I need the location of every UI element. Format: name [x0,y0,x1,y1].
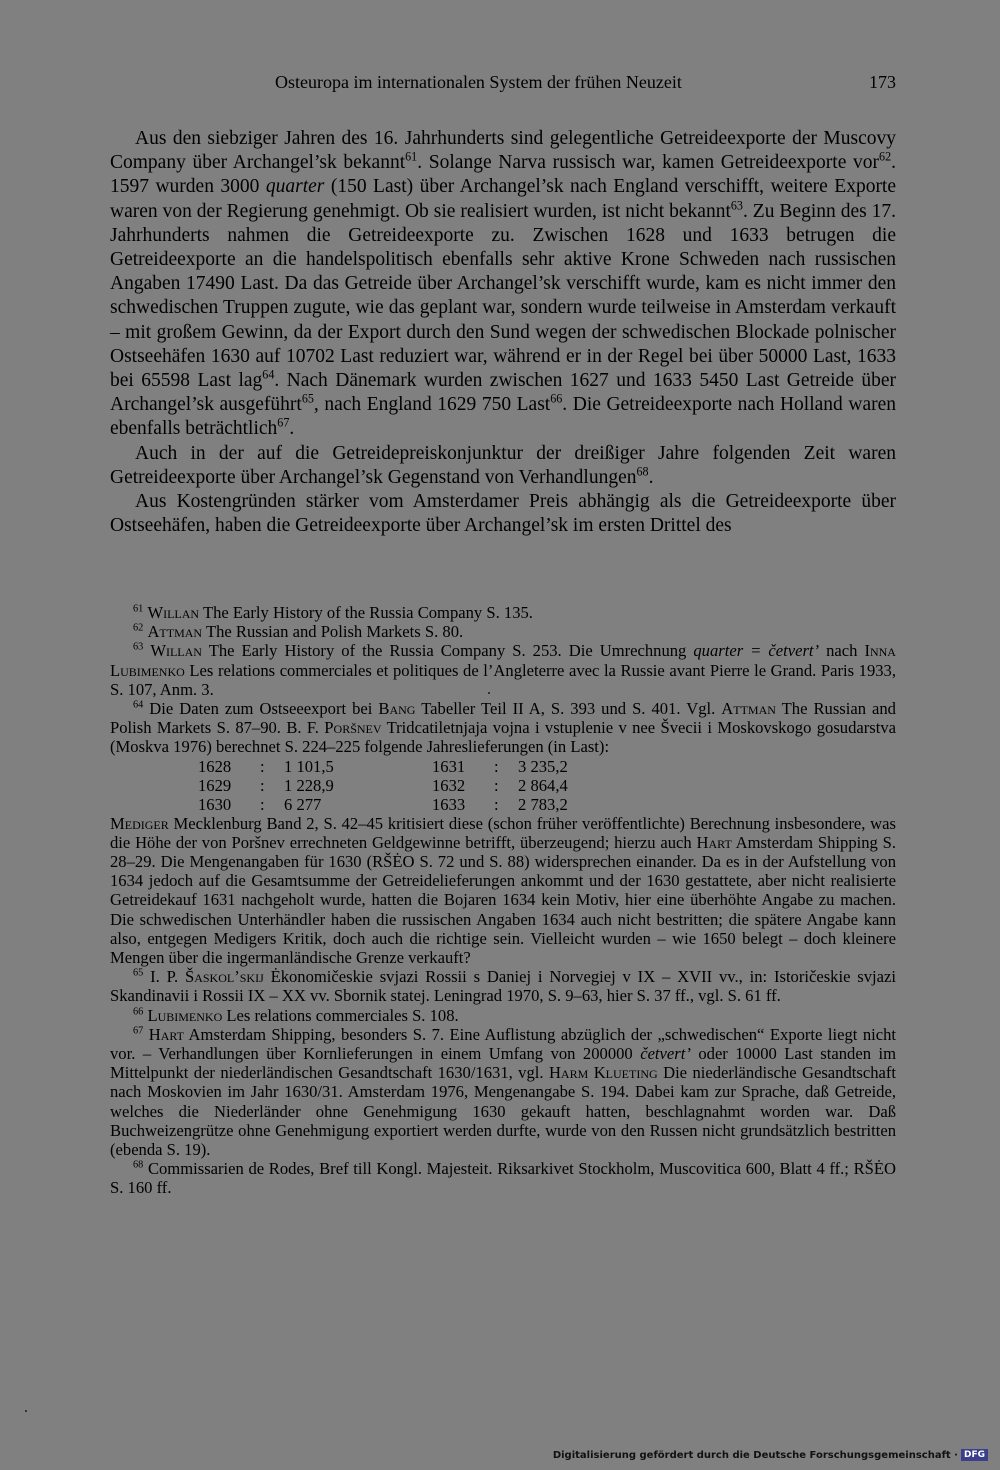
footnote-ref-67: 67 [277,415,290,430]
table-cell: : [494,756,499,776]
footnote-62: $^{62}$ Attman The Russian and Polish Markets S. 80. [133,622,464,642]
table-cell: 1628 [198,756,232,776]
table-cell: : [260,775,265,795]
footnote-66: $^{66}$ Lubimenko Les relations commerciales S. 108. [133,1005,459,1025]
dfg-logo: DFG [961,1449,988,1461]
footnote-ref-66: 66 [550,391,563,406]
scan-speck [25,1410,27,1412]
paragraph-1: Aus den siebziger Jahren des 16. Jahrhunderts sind gelegentliche Getreideexporte der Muscovy Company über Archangel’sk bekannt$^{61}$. Solange Narva russisch war, kamen Getreideexporte vor$^{62}$. 1597 wurden 3000 quarter (150 Last) über Archangel’sk nach England verschifft, weitere Exporte waren von der Regierung genehmigt. Ob sie realisiert wurden, ist nicht bekannt$^{63}$. Zu Beginn des 17. Jahrhunderts nahmen die Getreideexporte zu. Zwischen 1628 und 1633 betrugen die Getreideexporte an die handelspolitisch ebenfalls sehr aktive Krone Schweden nach russischen Angaben 17490 Last. Da das Getreide über Archangel’sk verschifft wurde, kam es nicht immer den schwedischen Truppen zugute, wie das geplant war, sondern wurde teilweise in Amsterdam verkauft – mit großem Gewinn, da der Export durch den Sund wegen der schwedischen Blockade polnischer Ostseehäfen 1630 auf 10702 Last reduziert war, während er in der Regel bei über 50000 Last, 1633 bei 65598 Last lag$^{64}$. Nach Dänemark wurden zwischen 1627 und 1633 5450 Last Getreide über Archangel’sk ausgeführt$^{65}$, nach England 1629 750 Last$^{66}$. Die Getreideexporte nach Holland waren ebenfalls beträchtlich$^{67}$. [110,128,897,440]
footnote-ref-68: 68 [636,464,649,479]
table-cell: : [260,794,265,814]
footnote-65: $^{65}$ I. P. Šaskol’skij Ėkonomičeskie svjazi Rossii s Daniej i Norvegiej v IX – XVII vv., in: Istoričeskie svjazi Skandinavii i Rossii IX – XX vv. Sbornik statej. Leningrad 1970, S. 9–63, hier S. 37 ff., vgl. S. 61 ff. [110,967,896,1006]
table-cell: 1 228,9 [284,775,334,795]
footnote-64: $^{64}$ Die Daten zum Ostseeexport bei Bang Tabeller Teil II A, S. 393 und S. 401. Vgl. Attman The Russian and Polish Markets S. 87–90. B. F. Poršnev Tridcatiletnjaja vojna i vstuplenie v nee Švecii i Moskovskogo gosudarstva (Moskva 1976) berechnet S. 224–225 folgende Jahreslieferungen (in Last): [110,699,896,757]
footnote-ref-65: 65 [301,391,314,406]
footnote-ref-63: 63 [730,198,743,213]
table-cell: 2 864,4 [518,775,568,795]
table-cell: : [494,794,499,814]
table-cell: 2 783,2 [518,794,568,814]
table-cell: 1629 [198,775,232,795]
paragraph-2: Auch in der auf die Getreidepreiskonjunktur der dreißiger Jahre folgenden Zeit waren Getreideexporte über Archangel’sk Gegenstand von Verhandlungen$^{68}$. [110,442,896,488]
table-cell: : [494,775,499,795]
table-cell: 1633 [432,794,466,814]
scan-speck [488,692,490,694]
footnote-63: $^{63}$ Willan The Early History of the Russia Company S. 253. Die Umrechnung quarter = četvert’ nach Inna Lubimenko Les relations commerciales et politiques de l’Angleterre avec la Russie avant Pierre le Grand. Paris 1933, S. 107, Anm. 3. [110,641,896,699]
digitization-footer [553,1448,988,1462]
paragraph-3: Aus Kostengründen stärker vom Amsterdamer Preis abhängig als die Getreideexporte über Ostseehäfen, haben die Getreideexporte über Archangel’sk im ersten Drittel des [110,491,896,537]
body-text [110,127,896,538]
running-title: Osteuropa im internationalen System der frühen Neuzeit [275,72,682,92]
delivery-table [198,757,896,814]
footnote-67: $^{67}$ Hart Amsterdam Shipping, besonders S. 7. Eine Auflistung abzüglich der „schwedischen“ Exporte liegt nicht vor. – Verhandlungen über Kornlieferungen in einem Umfang von 200000 četvert’ oder 10000 Last standen im Mittelpunkt der niederländischen Gesandtschaft 1630/1631, vgl. Harm Klueting Die niederländische Gesandtschaft nach Moskovien im Jahr 1630/31. Amsterdam 1976, Mengenangabe S. 194. Dabei kam zur Sprache, daß Getreide, welches die Niederländer ohne Genehmigung 1630 gekauft hatten, beschlagnahmt worden war. Daß Buchweizengrütze ohne Genehmigung exportiert werden durfte, wurde von den Russen nicht grundsätzlich bestritten (ebenda S. 19). [110,1024,897,1160]
footnote-61: $^{61}$ Willan The Early History of the Russia Company S. 135. [133,603,533,622]
table-cell: 1 101,5 [284,756,334,776]
footer-text: Digitalisierung gefördert durch die Deutsche Forschungsgemeinschaft · [552,1449,958,1461]
page-header [110,72,900,100]
table-cell: 6 277 [284,794,322,814]
table-cell: 1631 [432,756,466,776]
table-cell: 1632 [432,775,466,795]
table-cell: : [260,756,265,776]
footnote-ref-64: 64 [262,367,275,382]
table-cell: 3 235,2 [518,756,568,776]
footnote-64-continued: Mediger Mecklenburg Band 2, S. 42–45 kritisiert diese (schon früher veröffentlichte) Berechnung insbesondere, was die Höhe der von Poršnev errechneten Geldgewinne betrifft, überzeugend; hierzu auch Hart Amsterdam Shipping S. 28–29. Die Mengenangaben für 1630 (RŠĖO S. 72 und S. 88) widersprechen einander. Da es in der Aufstellung von 1634 jedoch auf die Gesamtsumme der Getreidelieferungen ankommt und der 1630 gestattete, aber nicht realisierte Getreidekauf 1631 nachgeholt wurde, hatten die Bojaren 1634 kein Motiv, hier eine überhöhte Angabe zu machen. Die schwedischen Unterhändler haben die russischen Angaben 1634 auch nicht bestritten; die spätere Angabe kann also, entgegen Medigers Kritik, doch auch die richtige sein. Vielleicht wurden – wie 1650 belegt – doch kleinere Mengen über die ingermanländische Grenze verkauft? [110,813,896,968]
footnote-ref-61: 61 [405,149,418,164]
footnote-68: $^{68}$ Commissarien de Rodes, Bref till Kongl. Majesteit. Riksarkivet Stockholm, Muscovitica 600, Blatt 4 ff.; RŠĖO S. 160 ff. [110,1159,896,1198]
footnotes [110,603,896,1198]
page-number: 173 [869,72,896,92]
table-cell: 1630 [198,794,232,814]
footnote-ref-62: 62 [879,149,892,164]
